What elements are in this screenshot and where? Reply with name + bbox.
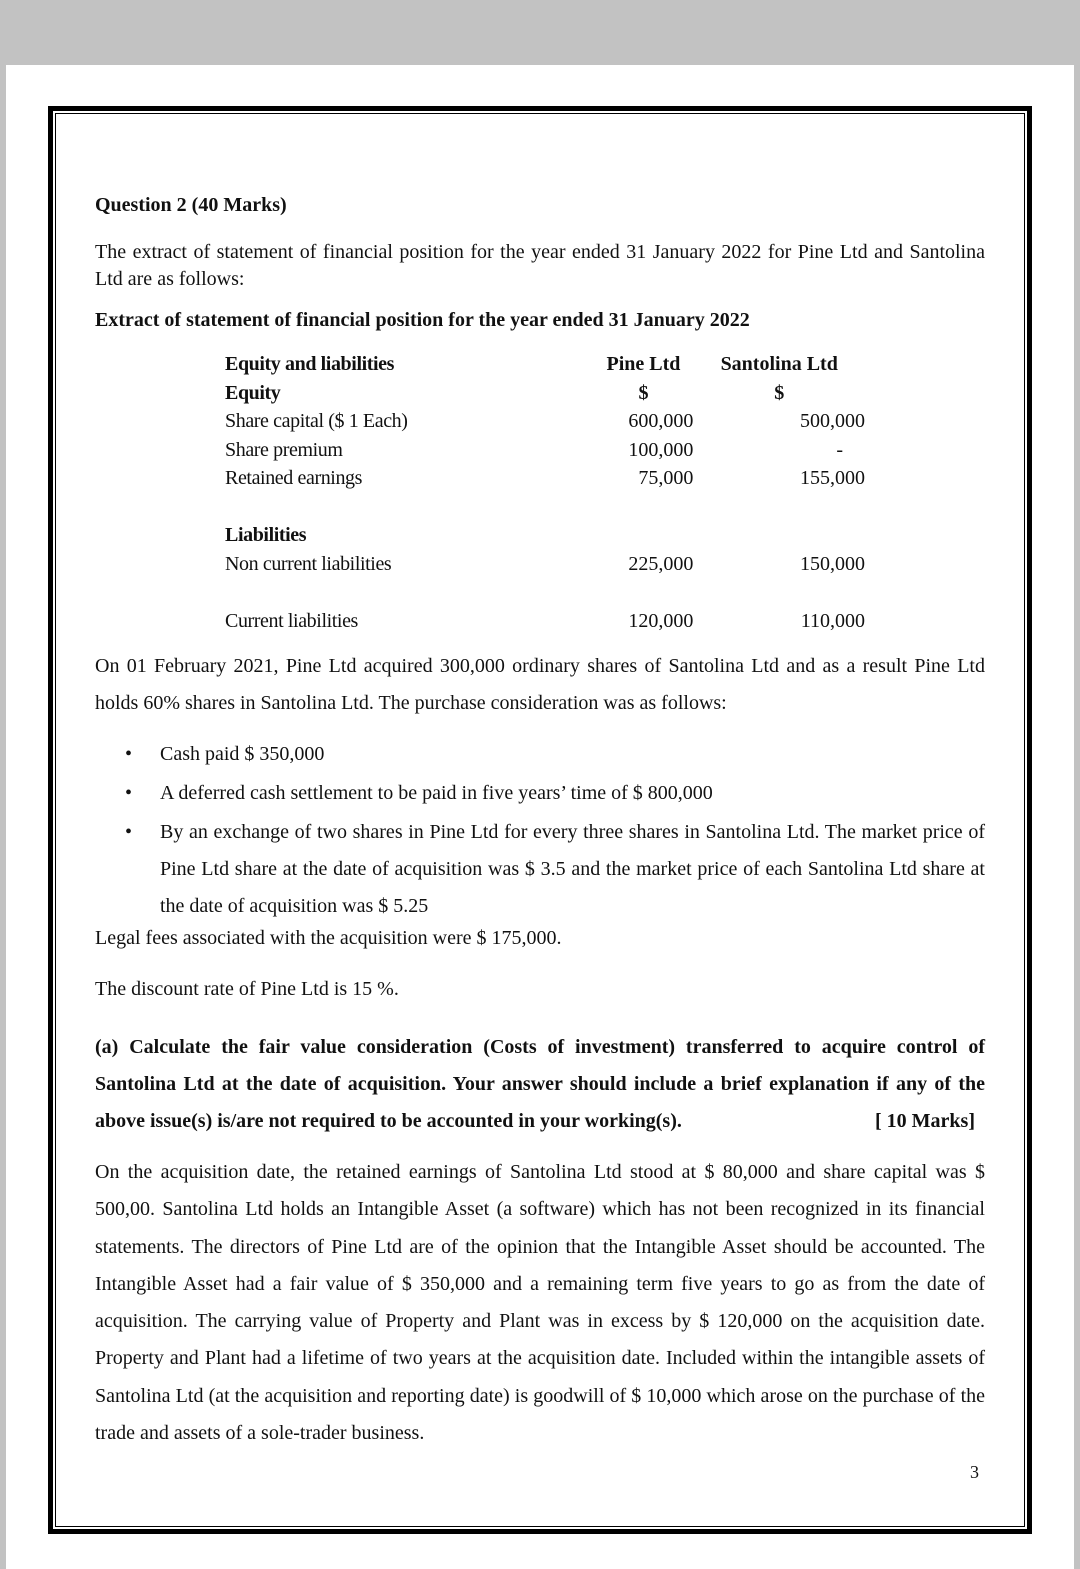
spacer-row [225, 493, 865, 522]
non-current-pine: 225,000 [628, 552, 694, 575]
page-number: 3 [970, 1462, 979, 1482]
table-row [225, 379, 865, 408]
list-item: • By an exchange of two shares in Pine Ltd for every three shares in Santolina Ltd. The market price of Pine Ltd share at the date of acquisition was $ 3.5 and the market price of each Santolina Ltd share at the date of acquisition was $ 5.25 [95, 814, 985, 925]
list-item: • Cash paid $ 350,000 [95, 736, 985, 773]
table-row [225, 607, 865, 636]
current-label: Current liabilities [225, 609, 358, 632]
discount-rate-text: The discount rate of Pine Ltd is 15 %. [95, 978, 399, 1000]
table-row [225, 464, 865, 493]
row-label: Share premium [225, 438, 343, 461]
consideration-list [95, 736, 985, 927]
non-current-santolina: 150,000 [800, 552, 865, 575]
acquisition-date-paragraph: On the acquisition date, the retained earnings of Santolina Ltd stood at $ 80,000 and share capital was $ 500,00. Santolina Ltd holds an Intangible Asset (a software) which has not been recognized in its financial statements. The directors of Pine Ltd are of the opinion that the Intangible Asset should be accounted. The Intangible Asset had a fair value of $ 350,000 and a remaining term five years to go as from the date of acquisition. The carrying value of Property and Plant was in excess by $ 120,000 on the acquisition date. Property and Plant had a lifetime of two years at the acquisition date. Included within the intangible assets of Santolina Ltd (at the acquisition and reporting date) is goodwill of $ 10,000 which arose on the purchase of the trade and assets of a sole-trader business. [95, 1161, 985, 1445]
acquisition-paragraph: On 01 February 2021, Pine Ltd acquired 300,000 ordinary shares of Santolina Ltd and as a result Pine Ltd holds 60% shares in Santolina Ltd. The purchase consideration was as follows: [95, 655, 985, 714]
table-row [225, 550, 865, 579]
currency-pine: $ [638, 381, 649, 404]
row-pine-value: 100,000 [628, 438, 694, 461]
part-a-text: (a) Calculate the fair value consideration (Costs of investment) transferred to acquire control of Santolina Ltd at the date of acquisition. Your answer should include a brief explanation if any of the above issue(s) is/are not required to be accounted in your working(s). [95, 1036, 985, 1132]
currency-santolina: $ [774, 381, 785, 404]
col-santolina-header: Santolina Ltd [720, 353, 838, 375]
row-pine-value: 600,000 [628, 410, 694, 432]
part-a-question [95, 1029, 985, 1140]
table-title: Extract of statement of financial position for the year ended 31 January 2022 [95, 309, 750, 331]
equity-label: Equity [225, 381, 281, 404]
non-current-label: Non current liabilities [225, 552, 392, 575]
list-item: • A deferred cash settlement to be paid in five years’ time of $ 800,000 [95, 775, 985, 812]
row-label: Retained earnings [225, 467, 363, 489]
col-pine-header: Pine Ltd [606, 353, 681, 375]
question-heading: Question 2 (40 Marks) [95, 194, 287, 216]
row-santolina-value: - [836, 438, 843, 461]
row-santolina-value: 155,000 [800, 467, 865, 489]
spacer-row [225, 578, 865, 607]
table-header-row [225, 350, 865, 379]
part-a-marks: [ 10 Marks] [875, 1110, 975, 1132]
legal-fees-text: Legal fees associated with the acquisition were $ 175,000. [95, 927, 562, 949]
current-pine: 120,000 [628, 609, 694, 632]
current-santolina: 110,000 [800, 609, 865, 632]
table-row [225, 521, 865, 550]
table-row [225, 436, 865, 465]
row-santolina-value: 500,000 [800, 410, 865, 432]
header-label: Equity and liabilities [225, 353, 395, 375]
liabilities-label: Liabilities [225, 524, 307, 546]
intro-paragraph: The extract of statement of financial position for the year ended 31 January 2022 for Pine Ltd and Santolina Ltd are as follows: [95, 241, 985, 290]
row-pine-value: 75,000 [638, 467, 694, 489]
table-row [225, 407, 865, 436]
row-label: Share capital ($ 1 Each) [225, 410, 408, 432]
financial-position-table [225, 350, 865, 635]
